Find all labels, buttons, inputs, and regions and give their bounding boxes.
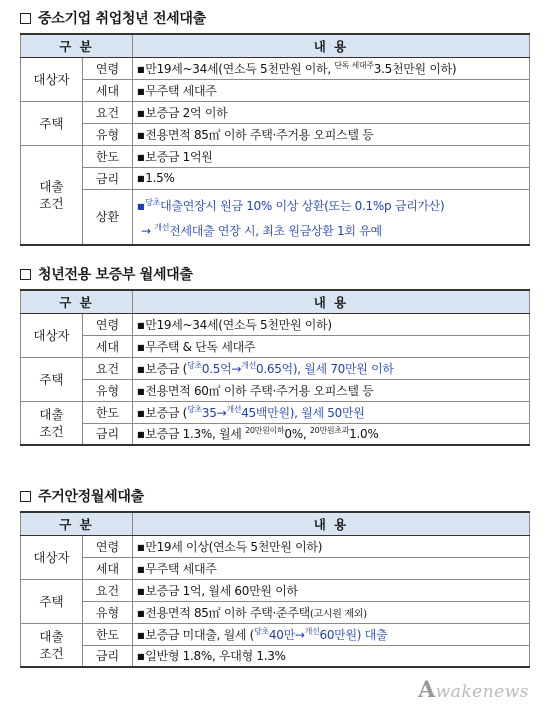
- section2-title: 청년전용 보증부 월세대출: [20, 264, 193, 284]
- cat-house: 주택: [21, 101, 83, 145]
- cat-target: 대상자: [21, 57, 83, 101]
- checkbox-icon: [20, 13, 31, 24]
- sub-type: 유형: [83, 123, 133, 145]
- sub-household: 세대: [83, 335, 133, 357]
- header-category: 구 분: [21, 512, 133, 535]
- sub-type: 유형: [83, 379, 133, 401]
- cat-loan: 대출 조건: [21, 623, 83, 667]
- type-value: ■전용면적 60㎡ 이하 주택·주거용 오피스텔 등: [133, 379, 530, 401]
- rate-value: ■보증금 1.3%, 월세 $^{20만원이하}$0%, $^{20만원초과}$1.0%: [133, 423, 530, 445]
- cat-loan: 대출 조건: [21, 401, 83, 445]
- section1-table: [20, 33, 530, 246]
- header-category: 구 분: [21, 290, 133, 313]
- household-value: ■무주택 세대주: [133, 557, 530, 579]
- sub-rate: 금리: [83, 645, 133, 667]
- section3-table: [20, 511, 530, 668]
- sub-limit: 한도: [83, 401, 133, 423]
- header-category: 구 분: [21, 34, 133, 57]
- type-value: ■전용면적 85㎡ 이하 주택·준주택(고시원 제외): [133, 601, 530, 623]
- sub-limit: 한도: [83, 145, 133, 167]
- section3-title: 주거안정월세대출: [20, 486, 144, 506]
- req-value: ■보증금 ($^{당초}$0.5억→$^{개선}$0.65억), 월세 70만원 이하: [133, 357, 530, 379]
- age-value: ■만19세~34세(연소득 5천만원 이하): [133, 313, 530, 335]
- sub-household: 세대: [83, 79, 133, 101]
- household-value: ■무주택 & 단독 세대주: [133, 335, 530, 357]
- limit-value: ■보증금 1억원: [133, 145, 530, 167]
- sub-type: 유형: [83, 601, 133, 623]
- section1-title: 중소기업 취업청년 전세대출: [20, 8, 206, 28]
- age-value: ■만19세~34세(연소득 5천만원 이하, $^{단독 세대주}$3.5천만원 이하): [133, 57, 530, 79]
- sub-req: 요건: [83, 101, 133, 123]
- section2-table: [20, 289, 530, 446]
- sub-rate: 금리: [83, 167, 133, 189]
- cat-target: 대상자: [21, 313, 83, 357]
- req-value: ■보증금 2억 이하: [133, 101, 530, 123]
- sub-req: 요건: [83, 357, 133, 379]
- req-value: ■보증금 1억, 월세 60만원 이하: [133, 579, 530, 601]
- cat-house: 주택: [21, 357, 83, 401]
- type-value: ■전용면적 85㎡ 이하 주택·주거용 오피스텔 등: [133, 123, 530, 145]
- sub-req: 요건: [83, 579, 133, 601]
- limit-value: ■보증금 미대출, 월세 ($^{당초}$40만→$^{개선}$60만원) 대출: [133, 623, 530, 645]
- sub-limit: 한도: [83, 623, 133, 645]
- cat-house: 주택: [21, 579, 83, 623]
- header-content: 내 용: [133, 34, 530, 57]
- age-value: ■만19세 이상(연소득 5천만원 이하): [133, 535, 530, 557]
- cat-loan: 대출 조건: [21, 145, 83, 245]
- repay-value: ■$^{당초}$대출연장시 원금 10% 이상 상환(또는 0.1%p 금리가산) → $^{개선}$전세대출 연장 시, 최초 원금상환 1회 유예: [133, 189, 530, 245]
- sub-rate: 금리: [83, 423, 133, 445]
- limit-value: ■보증금 ($^{당초}$35→$^{개선}$45백만원), 월세 50만원: [133, 401, 530, 423]
- cat-target: 대상자: [21, 535, 83, 579]
- rate-value: ■1.5%: [133, 167, 530, 189]
- checkbox-icon: [20, 491, 31, 502]
- sub-age: 연령: [83, 535, 133, 557]
- watermark-logo: Awakenews: [418, 677, 529, 703]
- checkbox-icon: [20, 269, 31, 280]
- sub-age: 연령: [83, 313, 133, 335]
- header-content: 내 용: [133, 290, 530, 313]
- household-value: ■무주택 세대주: [133, 79, 530, 101]
- sub-household: 세대: [83, 557, 133, 579]
- sub-repay: 상환: [83, 189, 133, 245]
- rate-value: ■일반형 1.8%, 우대형 1.3%: [133, 645, 530, 667]
- sub-age: 연령: [83, 57, 133, 79]
- header-content: 내 용: [133, 512, 530, 535]
